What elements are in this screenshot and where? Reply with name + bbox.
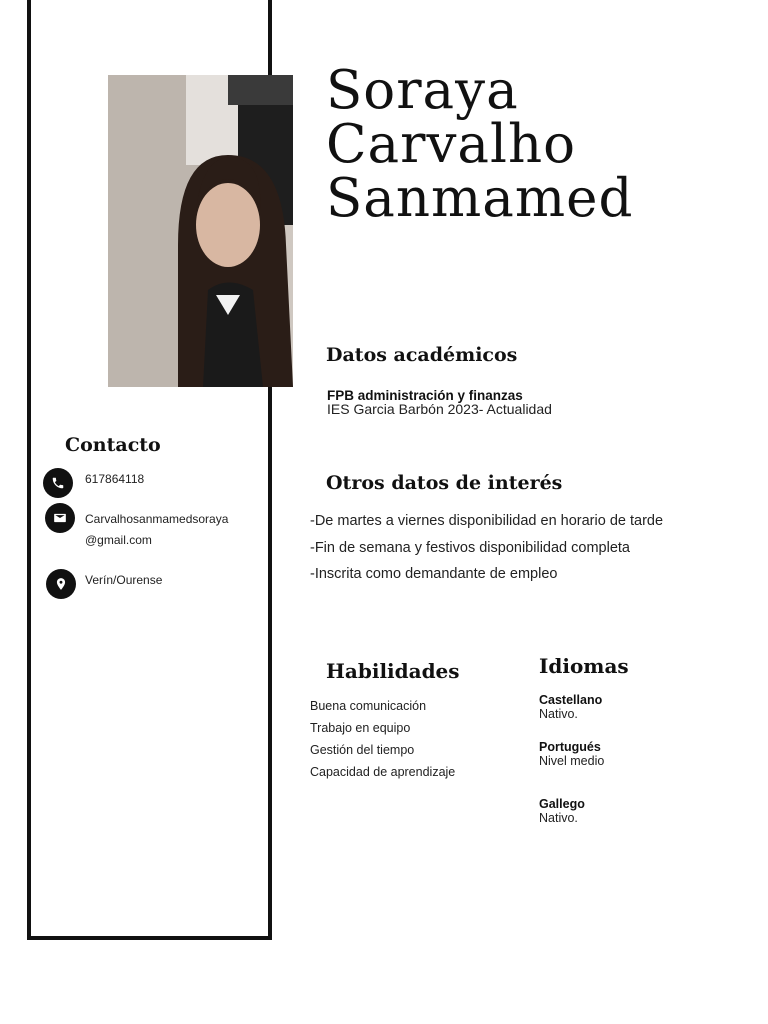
skill-item: Gestión del tiempo [310, 743, 415, 757]
language-item [539, 740, 604, 768]
name-second: Carvalho [326, 114, 577, 175]
name-first: Soraya [326, 60, 519, 121]
languages-heading: Idiomas [539, 654, 629, 678]
language-level: Nativo. [539, 707, 578, 721]
full-name [326, 60, 634, 229]
phone-icon [43, 468, 73, 498]
language-level: Nativo. [539, 811, 578, 825]
contact-heading: Contacto [65, 434, 161, 456]
interest-item: -Fin de semana y festivos disponibilidad completa [310, 539, 630, 556]
location-text: Verín/Ourense [85, 573, 163, 587]
language-level: Nivel medio [539, 754, 605, 768]
skills-list [310, 695, 455, 783]
email-icon [45, 503, 75, 533]
email-line-2: @gmail.com [85, 533, 152, 547]
name-third: Sanmamed [326, 168, 634, 229]
interest-item: -Inscrita como demandante de empleo [310, 566, 558, 582]
academic-title: FPB administración y finanzas [327, 388, 523, 403]
academic-detail: IES Garcia Barbón 2023- Actualidad [327, 401, 552, 417]
location-pin-icon [46, 569, 76, 599]
profile-photo [108, 75, 293, 387]
skill-item: Buena comunicación [310, 699, 427, 713]
interest-heading: Otros datos de interés [326, 472, 563, 494]
interest-item: -De martes a viernes disponibilidad en horario de tarde [310, 513, 664, 529]
email-address[interactable] [85, 509, 228, 551]
phone-number[interactable]: 617864118 [85, 472, 145, 486]
language-name: Gallego [539, 797, 585, 811]
academic-heading: Datos académicos [326, 344, 518, 366]
interest-list [310, 508, 691, 588]
skill-item: Trabajo en equipo [310, 721, 411, 735]
language-item [539, 797, 585, 825]
skill-item: Capacidad de aprendizaje [310, 765, 456, 779]
email-line-1: Carvalhosanmamedsoraya [85, 512, 229, 526]
language-item [539, 693, 602, 721]
language-name: Castellano [539, 693, 603, 707]
language-name: Portugués [539, 740, 601, 754]
skills-heading: Habilidades [326, 659, 460, 683]
